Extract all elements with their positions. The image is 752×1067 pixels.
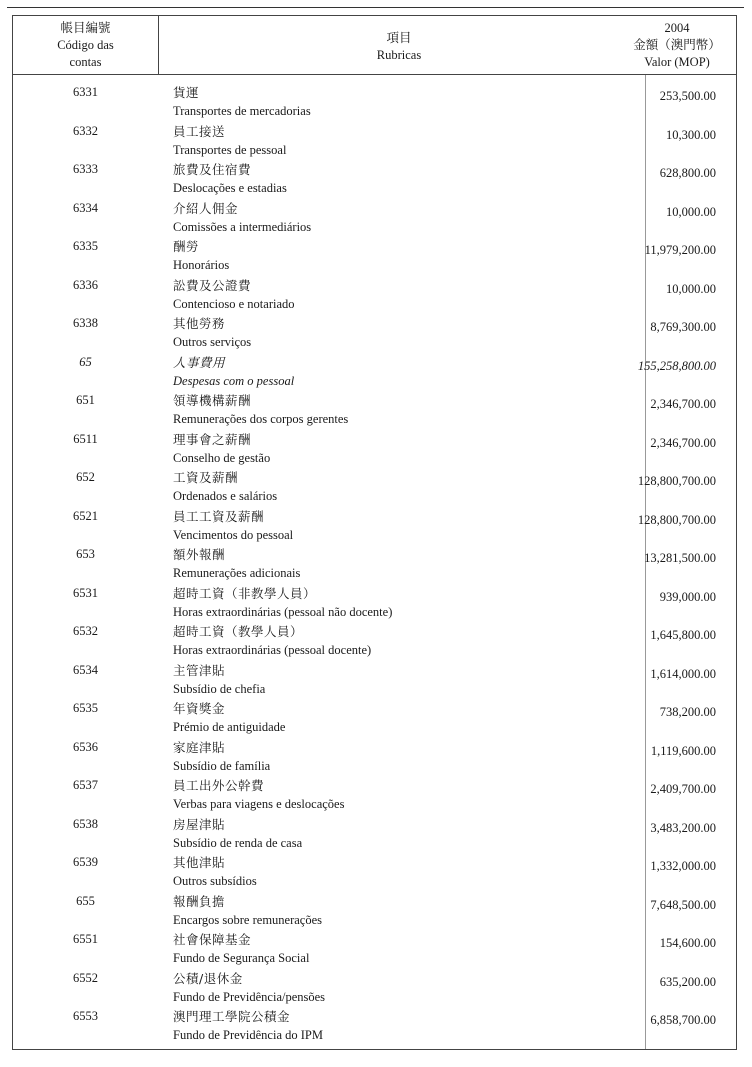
header-code [13, 20, 158, 71]
row-label-zh: 其他津貼 [173, 855, 226, 870]
row-value: 128,800,700.00 [637, 474, 716, 488]
row-code: 6535 [73, 701, 98, 715]
row-label-pt: Transportes de pessoal [173, 142, 287, 157]
table-row [13, 893, 736, 932]
table-row [13, 970, 736, 1009]
row-label-zh: 主管津貼 [173, 662, 226, 678]
header-item-zh: 項目 [386, 31, 412, 45]
row-label-pt: Outros subsídios [173, 874, 257, 888]
row-label-pt: Prémio de antiguidade [173, 720, 286, 734]
row-code: 6334 [73, 200, 98, 215]
row-value: 635,200.00 [659, 974, 716, 989]
row-value: 154,600.00 [659, 936, 716, 950]
row-label-pt: Verbas para viagens e deslocações [173, 797, 345, 811]
table-body [13, 84, 736, 1047]
row-value: 1,119,600.00 [650, 743, 716, 758]
row-label-zh: 超時工資（非教學人員） [173, 585, 317, 601]
row-value: 155,258,800.00 [637, 358, 716, 373]
row-code: 6534 [73, 662, 98, 677]
row-value: 10,000.00 [666, 204, 716, 219]
row-label-zh: 領導機構薪酬 [173, 393, 252, 408]
row-label-pt: Remunerações dos corpos gerentes [173, 412, 349, 426]
header-code-zh: 帳目編號 [60, 21, 111, 35]
table-row [13, 700, 736, 739]
row-label-pt: Despesas com o pessoal [173, 373, 295, 388]
row-value: 253,500.00 [659, 89, 716, 103]
row-label-zh: 公積/退休金 [173, 970, 243, 986]
row-value: 10,300.00 [666, 127, 716, 142]
row-label-pt: Transportes de mercadorias [173, 104, 311, 118]
row-label-zh: 社會保障基金 [173, 932, 252, 947]
row-value: 1,645,800.00 [650, 628, 716, 642]
row-value: 2,346,700.00 [650, 397, 716, 411]
header-code-pt-1: Código das [57, 38, 114, 52]
table-row [13, 200, 736, 239]
row-label-zh: 其他勞務 [173, 316, 226, 331]
row-label-zh: 員工工資及薪酬 [173, 508, 265, 524]
top-rule [7, 7, 744, 8]
table-row [13, 623, 736, 662]
row-code: 6333 [73, 162, 98, 176]
row-label-zh: 介紹人佣金 [173, 200, 239, 216]
row-label-pt: Subsídio de chefia [173, 681, 266, 696]
row-value: 10,000.00 [666, 281, 716, 296]
row-label-pt: Fundo de Segurança Social [173, 951, 310, 965]
header-rule [13, 74, 736, 75]
row-code: 651 [76, 393, 95, 407]
row-label-pt: Contencioso e notariado [173, 296, 295, 311]
row-value: 128,800,700.00 [637, 512, 716, 527]
row-label-zh: 訟費及公證費 [173, 277, 252, 293]
row-code: 655 [76, 893, 95, 908]
row-label-zh: 年資獎金 [173, 701, 226, 716]
table-row [13, 469, 736, 508]
row-label-zh: 員工出外公幹費 [173, 778, 265, 793]
header-value-zh: 金額（澳門幣） [633, 38, 721, 52]
table-row [13, 123, 736, 162]
header-value [582, 20, 732, 71]
row-label-pt: Fundo de Previdência do IPM [173, 1028, 323, 1042]
row-label-zh: 員工接送 [173, 123, 226, 139]
row-value: 1,332,000.00 [650, 859, 716, 873]
header-item [159, 30, 639, 64]
row-label-pt: Deslocações e estadias [173, 181, 287, 195]
row-label-zh: 旅費及住宿費 [173, 162, 252, 177]
row-label-zh: 澳門理工學院公積金 [173, 1009, 291, 1024]
table-row [13, 84, 736, 123]
row-code: 6553 [73, 1009, 98, 1023]
row-label-pt: Horas extraordinárias (pessoal docente) [173, 643, 372, 657]
row-value: 939,000.00 [659, 589, 716, 604]
row-label-pt: Subsídio de renda de casa [173, 835, 303, 850]
table-row [13, 161, 736, 200]
row-value: 628,800.00 [659, 166, 716, 180]
row-code: 652 [76, 470, 95, 484]
row-value: 7,648,500.00 [650, 897, 716, 912]
table-row [13, 354, 736, 393]
table-row [13, 816, 736, 855]
row-value: 8,769,300.00 [650, 320, 716, 334]
row-code: 6532 [73, 624, 98, 638]
row-code: 6539 [73, 855, 98, 869]
row-code: 6531 [73, 585, 98, 600]
table-row [13, 585, 736, 624]
table-row [13, 739, 736, 778]
budget-table [12, 15, 737, 1050]
row-label-pt: Outros serviços [173, 335, 252, 349]
header-value-pt: Valor (MOP) [644, 55, 710, 69]
row-value: 2,346,700.00 [650, 435, 716, 450]
row-label-zh: 房屋津貼 [173, 816, 226, 832]
table-row [13, 392, 736, 431]
row-label-pt: Comissões a intermediários [173, 219, 312, 234]
header-item-pt: Rubricas [376, 48, 422, 62]
row-label-zh: 酬勞 [173, 239, 200, 254]
row-value: 3,483,200.00 [650, 820, 716, 835]
row-label-pt: Vencimentos do pessoal [173, 527, 294, 542]
row-label-pt: Encargos sobre remunerações [173, 912, 323, 927]
row-code: 653 [76, 547, 95, 561]
row-value: 13,281,500.00 [644, 551, 716, 565]
table-row [13, 315, 736, 354]
row-label-zh: 工資及薪酬 [173, 470, 239, 485]
row-code: 6331 [73, 85, 98, 99]
row-label-zh: 家庭津貼 [173, 739, 226, 755]
row-label-zh: 貨運 [173, 85, 200, 100]
row-code: 6551 [73, 932, 98, 946]
row-label-zh: 超時工資（教學人員） [173, 624, 304, 639]
row-code: 6336 [73, 277, 98, 292]
row-value: 11,979,200.00 [644, 243, 716, 257]
row-label-zh: 理事會之薪酬 [173, 431, 252, 447]
row-value: 2,409,700.00 [650, 782, 716, 796]
header-year: 2004 [664, 21, 690, 35]
table-row [13, 931, 736, 970]
table-row [13, 238, 736, 277]
row-value: 6,858,700.00 [650, 1013, 716, 1027]
row-label-zh: 額外報酬 [173, 547, 226, 562]
table-row [13, 546, 736, 585]
row-code: 6536 [73, 739, 98, 754]
table-row [13, 508, 736, 547]
row-label-pt: Subsídio de família [173, 758, 271, 773]
table-row [13, 1008, 736, 1047]
row-code: 6552 [73, 970, 98, 985]
row-code: 6338 [73, 316, 98, 330]
row-label-pt: Ordenados e salários [173, 489, 278, 503]
row-code: 6511 [73, 431, 98, 446]
row-label-pt: Remunerações adicionais [173, 566, 301, 580]
table-row [13, 277, 736, 316]
row-label-zh: 報酬負擔 [173, 893, 226, 909]
row-label-pt: Conselho de gestão [173, 450, 271, 465]
row-code: 6538 [73, 816, 98, 831]
row-label-pt: Honorários [173, 258, 230, 272]
header-code-pt-2: contas [69, 55, 102, 69]
row-code: 6335 [73, 239, 98, 253]
table-row [13, 662, 736, 701]
row-code: 6332 [73, 123, 98, 138]
table-row [13, 431, 736, 470]
table-row [13, 854, 736, 893]
row-code: 6537 [73, 778, 98, 792]
row-label-pt: Horas extraordinárias (pessoal não docente) [173, 604, 393, 619]
row-value: 738,200.00 [659, 705, 716, 719]
row-code: 6521 [73, 508, 98, 523]
row-code: 65 [79, 354, 92, 369]
row-label-zh: 人事費用 [173, 354, 226, 370]
row-value: 1,614,000.00 [650, 666, 716, 681]
table-row [13, 777, 736, 816]
row-label-pt: Fundo de Previdência/pensões [173, 989, 326, 1004]
